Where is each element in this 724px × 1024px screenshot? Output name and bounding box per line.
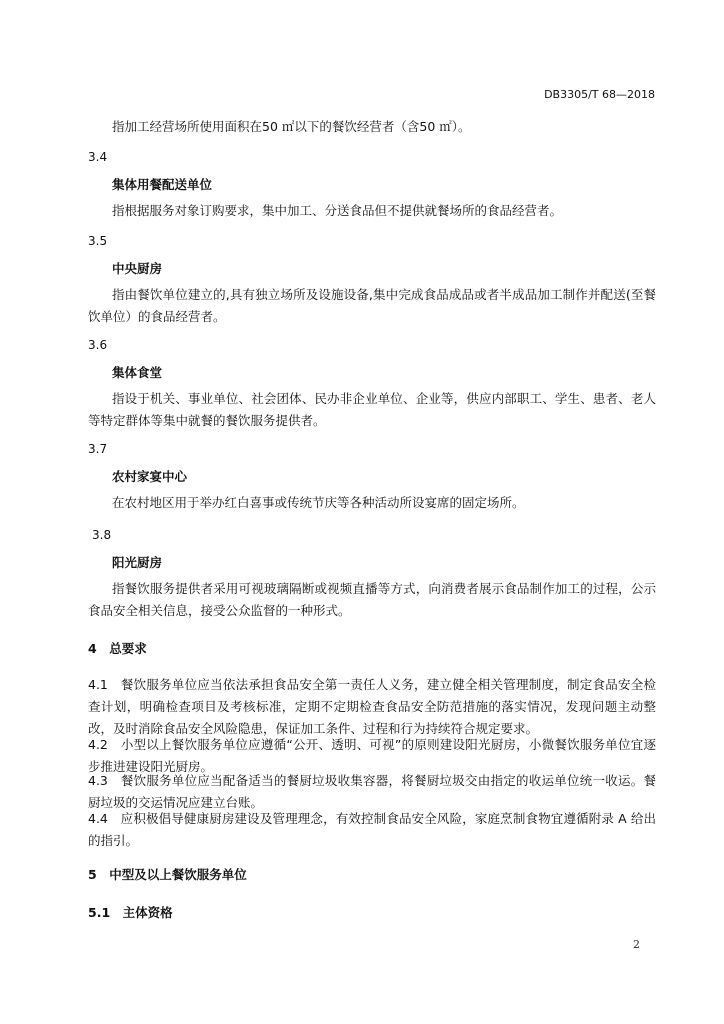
clause-number-3-6: 3.6 (88, 338, 108, 352)
requirement-4-4: 4.4 应积极倡导健康厨房建设及管理理念，有效控制食品安全风险，家庭烹制食物宜遵循附录 A 给出的指引。 (88, 811, 656, 848)
term-definition-3-7: 在农村地区用于举办红白喜事或传统节庆等各种活动所设宴席的固定场所。 (112, 495, 525, 510)
term-title-3-8: 阳光厨房 (112, 555, 163, 570)
clause-number-3-5: 3.5 (88, 234, 108, 248)
page-number: 2 (633, 938, 640, 951)
section-heading-5: 5 中型及以上餐饮服务单位 (88, 867, 247, 882)
clause-number-3-8: 3.8 (92, 528, 112, 542)
term-definition-3-4: 指根据服务对象订购要求，集中加工、分送食品但不提供就餐场所的食品经营者。 (112, 203, 563, 218)
clause-number-3-7: 3.7 (88, 442, 108, 456)
term-definition-3-8: 指餐饮服务提供者采用可视玻璃隔断或视频直播等方式，向消费者展示食品制作加工的过程，公示食品安全相关信息，接受公众监督的一种形式。 (88, 581, 656, 618)
requirement-4-2: 4.2 小型以上餐饮服务单位应遵循“公开、透明、可视”的原则建设阳光厨房，小微餐饮服务单位宜逐步推进建设阳光厨房。 (88, 737, 656, 774)
term-title-3-5: 中央厨房 (112, 261, 163, 276)
term-definition-3-6: 指设于机关、事业单位、社会团体、民办非企业单位、企业等，供应内部职工、学生、患者、老人等特定群体等集中就餐的餐饮服务提供者。 (88, 391, 656, 428)
requirement-4-1: 4.1 餐饮服务单位应当依法承担食品安全第一责任人义务，建立健全相关管理制度，制定食品安全检查计划，明确检查项目及考核标准，定期不定期检查食品安全防范措施的落实情况，发现问题主动整改，及时消除食品安全风险隐患，保证加工条件、过程和行为持续符合规定要求。 (88, 677, 656, 736)
clause-number-3-4: 3.4 (88, 150, 108, 164)
term-definition-3-5: 指由餐饮单位建立的,具有独立场所及设施设备,集中完成食品成品或者半成品加工制作并配送(至餐饮单位）的食品经营者。 (88, 287, 656, 324)
section-heading-4: 4 总要求 (88, 641, 147, 656)
requirement-4-3: 4.3 餐饮服务单位应当配备适当的餐厨垃圾收集容器，将餐厨垃圾交由指定的收运单位统一收运。餐厨垃圾的交运情况应建立台账。 (88, 773, 656, 810)
paragraph-definition-3-3: 指加工经营场所使用面积在50 ㎡以下的餐饮经营者（含50 ㎡）。 (112, 119, 471, 134)
document-id-header: DB3305/T 68—2018 (544, 88, 655, 101)
term-title-3-6: 集体食堂 (112, 365, 163, 380)
term-title-3-7: 农村家宴中心 (112, 469, 188, 484)
subsection-heading-5-1: 5.1 主体资格 (88, 905, 173, 920)
term-title-3-4: 集体用餐配送单位 (112, 177, 213, 192)
